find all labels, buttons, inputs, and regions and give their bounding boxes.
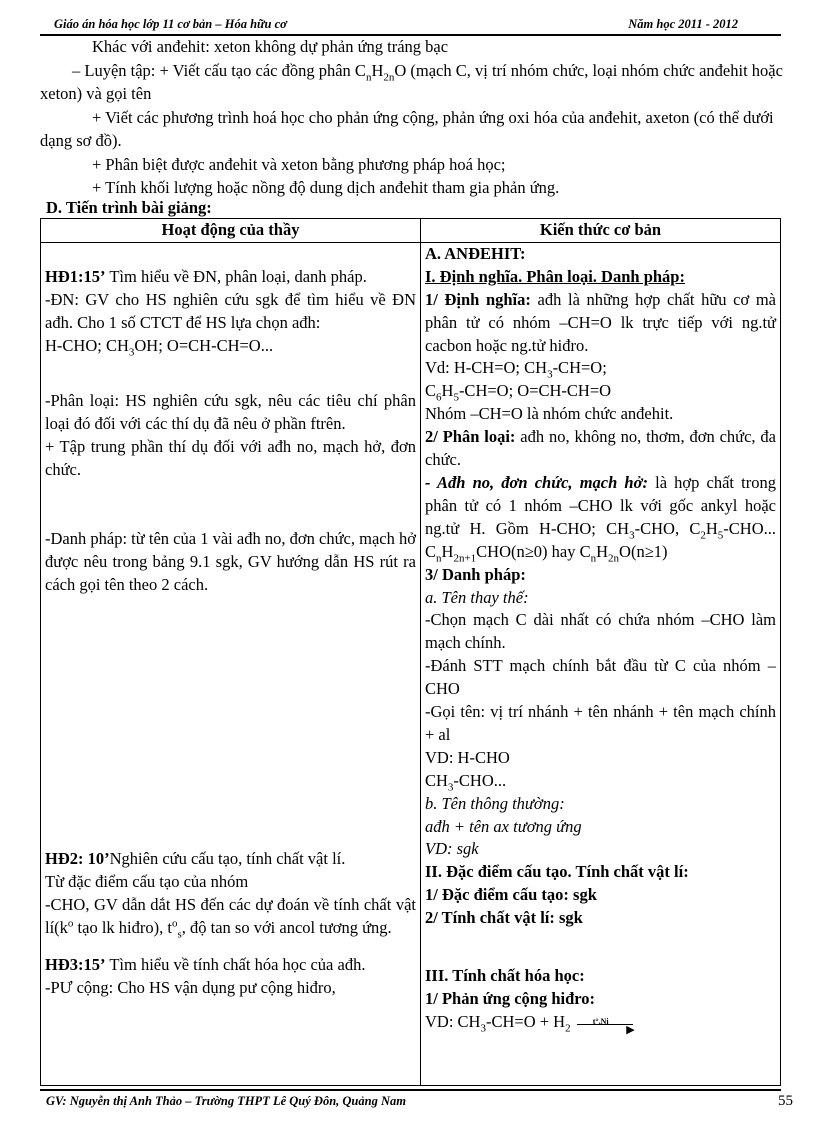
nomenclature-heading: 3/ Danh pháp: (425, 564, 526, 584)
page-footer (40, 1089, 793, 1115)
physical-props-note: 2/ Tính chất vật lí: sgk (425, 908, 583, 928)
col-header-teacher: Hoạt động của thầy (41, 219, 421, 243)
nomenclature-rule-1: -Chọn mạch C dài nhất có chứa nhóm –CHO làm mạch chính. (425, 610, 776, 653)
reaction-arrow-icon: t°,Ni ▶ (575, 1017, 635, 1029)
hd1-dn: -ĐN: GV cho HS nghiên cứu sgk để tìm hiểu về ĐN ađh. Cho 1 số CTCT để HS lựa chọn ađh: (45, 289, 416, 332)
hd1-dp: -Danh pháp: từ tên của 1 vài ađh no, đơn chức, mạch hở được nêu trong bảng 9.1 sgk, GV hướng dẫn HS rút ra cách gọi tên theo 2 cách. (45, 528, 416, 594)
intro-line: + Phân biệt được anđehit và xeton bằng phương pháp hoá học; (92, 154, 506, 174)
hd2: HĐ2: 10’Nghiên cứu cấu tạo, tính chất vật lí. (45, 849, 346, 869)
hydrogenation-heading: 1/ Phản ứng cộng hiđro: (425, 988, 596, 1008)
intro-line: – Luyện tập: + Viết cấu tạo các đồng phân $C_nH_{2n}O$ (mạch C, vị trí nhóm chức, loại nhóm chức anđehit hoặc xeton) và gọi tên (40, 60, 783, 103)
hydrogenation-equation: VD: $CH_3-CH=O + H_2$ t°,Ni ▶ (425, 1011, 635, 1037)
definition: 1/ Định nghĩa: ađh là những hợp chất hữu cơ mà phân tử có nhóm –CH=O lk trực tiếp với ng.tử cacbon hoặc ng.tử hiđro. (425, 289, 776, 355)
nomenclature-rule-2: -Đánh STT mạch chính bắt đầu từ C của nhóm –CHO (425, 656, 776, 699)
intro-block (40, 35, 784, 200)
functional-group-note: Nhóm –CH=O là nhóm chức anđehit. (425, 404, 674, 424)
common-name-heading: b. Tên thông thường: (425, 793, 565, 813)
example-3: VD: H-CHO (425, 747, 510, 767)
section-3-heading: III. Tính chất hóa học: (425, 965, 585, 985)
part-a-heading: A. ANĐEHIT: (425, 243, 526, 263)
section-heading-d: D. Tiến trình bài giảng: (46, 198, 212, 217)
hd3-b: -PƯ cộng: Cho HS vận dụng pư cộng hiđro, (45, 977, 336, 997)
hd1: HĐ1:15’ Tìm hiểu về ĐN, phân loại, danh pháp. (45, 266, 367, 286)
footer-author: GV: Nguyễn thị Anh Thảo – Trường THPT Lê Quý Đôn, Quảng Nam (46, 1094, 406, 1108)
hd3: HĐ3:15’ Tìm hiểu về tính chất hóa học của ađh. (45, 955, 366, 975)
substitutive-name-heading: a. Tên thay thế: (425, 587, 529, 607)
header-title: Giáo án hóa học lớp 11 cơ bản – Hóa hữu cơ (54, 17, 287, 31)
hd1-pl: -Phân loại: HS nghiên cứu sgk, nêu các tiêu chí phân loại đó đối với các thí dụ đã nêu ở phần ftrên. (45, 391, 416, 434)
section-1-heading: I. Định nghĩa. Phân loại. Danh pháp: (425, 266, 685, 286)
classification: 2/ Phân loại: ađh no, không no, thơm, đơn chức, đa chức. (425, 427, 776, 470)
teacher-activity-cell (41, 242, 421, 1085)
header-year: Năm học 2011 - 2012 (628, 17, 738, 31)
saturated-aldehyde: - Ađh no, đơn chức, mạch hở: là hợp chất trong phân tử có 1 nhóm –CHO lk với gốc ankyl hoặc ng.tử H. Gồm H-CHO; $CH_3$-CHO, $C_2H_5$-CHO... $C_nH_{2n+1}CHO(n\ge 0)$ hay $C_nH_{2n}O(n\ge 1)$ (425, 472, 776, 564)
hd1-dn-example: H-CHO; $CH_3OH$; O=CH-CH=O... (45, 335, 274, 358)
col-header-knowledge: Kiến thức cơ bản (421, 219, 781, 243)
hd2-c: -CHO, GV dẫn dắt HS đến các dự đoán về tính chất vật $lí(k^o$ tạo lk hiđro), $t^o_s$, độ tan so với ancol tương ứng. (45, 895, 416, 941)
intro-line: + Viết các phương trình hoá học cho phản ứng cộng, phản ứng oxi hóa của anđehit, axeton (có thể dưới dạng sơ đồ). (40, 107, 774, 150)
intro-line: Khác với anđehit: xeton không dự phản ứng tráng bạc (92, 37, 449, 56)
section-2-heading: II. Đặc điểm cấu tạo. Tính chất vật lí: (425, 862, 689, 882)
page-header (40, 14, 781, 36)
example-4: $CH_3$-CHO... (425, 770, 507, 794)
hd2-b: Từ đặc điểm cấu tạo của nhóm (45, 872, 249, 892)
structure-note: 1/ Đặc điểm cấu tạo: sgk (425, 885, 597, 905)
intro-line: + Tính khối lượng hoặc nồng độ dung dịch anđehit tham gia phản ứng. (92, 178, 560, 197)
common-name-example: VD: sgk (425, 839, 479, 859)
common-name-rule: ađh + tên ax tương ứng (425, 816, 582, 836)
example-2: $C_6H_5-CH=O$; O=CH-CH=O (425, 381, 612, 404)
knowledge-cell (421, 242, 781, 1085)
hd1-pl2: + Tập trung phần thí dụ đối với ađh no, mạch hở, đơn chức. (45, 437, 416, 480)
nomenclature-rule-3: -Gọi tên: vị trí nhánh + tên nhánh + tên mạch chính + al (425, 702, 776, 744)
lesson-table (40, 218, 781, 1086)
page-number: 55 (778, 1093, 793, 1109)
example-1: Vd: H-CH=O; $CH_3-CH=O$; (425, 358, 607, 381)
